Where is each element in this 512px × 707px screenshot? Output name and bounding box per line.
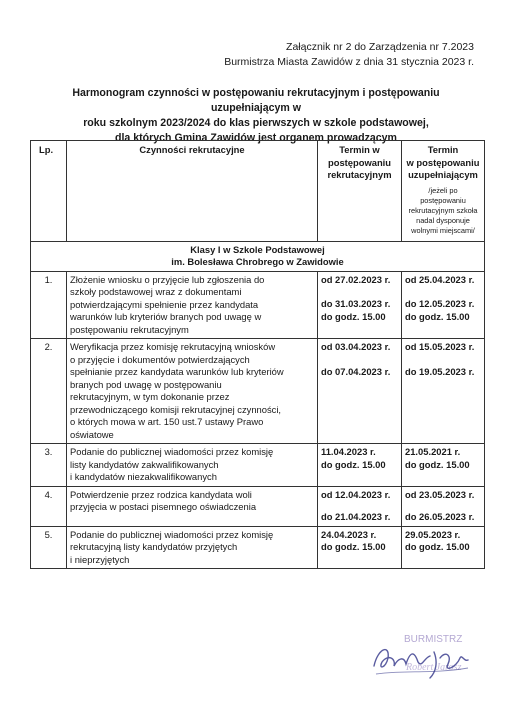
term-line: do 31.03.2023 r.: [321, 298, 391, 309]
term-line: od 25.04.2023 r.: [405, 273, 475, 285]
sup-note-line: /jeżeli po: [428, 185, 458, 195]
activity-line: branych pod uwagę w postępowaniu: [70, 378, 222, 390]
activity-line: o przyjęcie i dokumentów potwierdzających: [70, 353, 250, 365]
sup-note-line: wolnymi miejscami/: [411, 225, 475, 235]
attachment-note: [224, 40, 474, 70]
header-activity: Czynności rekrutacyjne: [67, 141, 318, 242]
activity-line: Złożenie wniosku o przyjęcie lub zgłoszenia do: [70, 273, 265, 285]
term-line: od 23.05.2023 r.: [405, 488, 475, 500]
row-lp: 1.: [31, 271, 67, 339]
row-supplementary-term: [402, 271, 485, 339]
title-line-2: roku szkolnym 2023/2024 do klas pierwszych w szkole podstawowej,: [83, 117, 429, 129]
row-recruitment-term: [318, 444, 402, 487]
row-lp: 5.: [31, 526, 67, 569]
document-title: [36, 86, 476, 146]
section-heading: [31, 241, 485, 271]
term-line: od 15.05.2023 r.: [405, 341, 475, 352]
activity-line: i kandydatów niezakwalifikowanych: [70, 471, 217, 482]
activity-line: postępowaniu rekrutacyjnym: [70, 323, 189, 335]
attachment-line-1: Załącznik nr 2 do Zarządzenia nr 7.2023: [286, 41, 474, 53]
term-line: 24.04.2023 r.: [321, 528, 377, 540]
table-row: [31, 526, 485, 569]
header-sup-note: [405, 186, 481, 236]
row-activity: [67, 339, 318, 444]
header-rec-line: Termin w: [339, 144, 380, 155]
row-activity: [67, 486, 318, 526]
section-line-1: Klasy I w Szkole Podstawowej: [190, 243, 325, 255]
term-line: do godz. 15.00: [321, 310, 386, 322]
row-activity: [67, 271, 318, 339]
activity-line: Weryfikacja przez komisję rekrutacyjną wniosków: [70, 341, 276, 352]
activity-line: potwierdzającymi spełnienie przez kandydata: [70, 298, 259, 310]
sup-note-line: rekrutacyjnym szkoła: [408, 205, 478, 215]
term-line: od 27.02.2023 r.: [321, 273, 391, 285]
term-line: do godz. 15.00: [321, 541, 386, 552]
row-supplementary-term: [402, 526, 485, 569]
row-lp: 2.: [31, 339, 67, 444]
activity-line: spełnianie przez kandydata warunków lub kryteriów: [70, 366, 284, 377]
table-row: [31, 444, 485, 487]
activity-line: o których mowa w art. 150 ust.7 ustawy Prawo: [70, 416, 264, 427]
term-line: od 12.04.2023 r.: [321, 488, 391, 500]
term-line: do godz. 15.00: [405, 541, 470, 552]
header-supplementary-term: [402, 141, 485, 242]
sup-note-line: nadal dysponuje: [416, 215, 470, 225]
row-recruitment-term: [318, 486, 402, 526]
row-recruitment-term: [318, 526, 402, 569]
sup-note-line: postępowaniu: [420, 195, 466, 205]
activity-line: oświatowe: [70, 428, 114, 440]
table-row: [31, 486, 485, 526]
term-line: do godz. 15.00: [405, 458, 470, 470]
term-line: do 07.04.2023 r.: [321, 365, 391, 377]
title-line-3: dla których Gmina Zawidów jest organem prowadzącym: [115, 132, 397, 144]
term-line: do 19.05.2023 r.: [405, 365, 475, 377]
table-row: [31, 339, 485, 444]
row-activity: [67, 526, 318, 569]
header-sup-line: Termin: [427, 144, 459, 155]
term-line: 21.05.2021 r.: [405, 446, 461, 457]
term-line: do 21.04.2023 r.: [321, 511, 391, 522]
table-header-row: [31, 141, 485, 242]
term-line: od 03.04.2023 r.: [321, 341, 391, 352]
stamp-name: Robert Jarosz: [406, 662, 462, 673]
attachment-line-2: Burmistrza Miasta Zawidów z dnia 31 stycznia 2023 r.: [224, 56, 474, 68]
term-line: do godz. 15.00: [321, 458, 386, 470]
header-lp: Lp.: [31, 141, 67, 242]
term-line: do 26.05.2023 r.: [405, 511, 475, 522]
schedule-table: [30, 140, 485, 569]
header-sup-line: w postępowaniu: [406, 156, 480, 168]
header-rec-line: postępowaniu: [327, 156, 392, 168]
activity-line: Podanie do publicznej wiadomości przez komisję: [70, 528, 274, 540]
header-rec-line: rekrutacyjnym: [327, 169, 392, 180]
activity-line: przewodniczącego komisji rekrutacyjnej czynności,: [70, 403, 282, 415]
section-row: [31, 241, 485, 271]
term-line: do 12.05.2023 r.: [405, 298, 475, 309]
term-line: 11.04.2023 r.: [321, 446, 376, 457]
signature-stamp: [364, 628, 484, 688]
activity-line: Podanie do publicznej wiadomości przez komisję: [70, 446, 274, 457]
activity-line: i nieprzyjętych: [70, 553, 130, 565]
row-activity: [67, 444, 318, 487]
activity-line: Potwierdzenie przez rodzica kandydata woli: [70, 488, 252, 500]
activity-line: warunków lub kryteriów branych pod uwagę w: [70, 311, 262, 322]
stamp-title: BURMISTRZ: [404, 634, 463, 645]
activity-line: rekrutacyjnym, w tym dokonanie przez: [70, 391, 230, 402]
header-sup-line: uzupełniającym: [408, 169, 478, 180]
row-supplementary-term: [402, 486, 485, 526]
activity-line: rekrutacyjną listy kandydatów przyjętych: [70, 541, 238, 552]
row-supplementary-term: [402, 444, 485, 487]
title-line-1: Harmonogram czynności w postępowaniu rekrutacyjnym i postępowaniu uzupełniającym w: [72, 87, 440, 114]
term-line: 29.05.2023 r.: [405, 528, 461, 540]
activity-line: przyjęcia w postaci pisemnego oświadczenia: [70, 501, 257, 512]
row-recruitment-term: [318, 271, 402, 339]
row-recruitment-term: [318, 339, 402, 444]
row-lp: 3.: [31, 444, 67, 487]
row-lp: 4.: [31, 486, 67, 526]
header-recruitment-term: [318, 141, 402, 242]
activity-line: szkoły podstawowej wraz z dokumentami: [70, 286, 242, 297]
activity-line: listy kandydatów zakwalifikowanych: [70, 458, 219, 470]
table-row: [31, 271, 485, 339]
section-line-2: im. Bolesława Chrobrego w Zawidowie: [171, 256, 344, 267]
term-line: do godz. 15.00: [405, 310, 470, 322]
row-supplementary-term: [402, 339, 485, 444]
